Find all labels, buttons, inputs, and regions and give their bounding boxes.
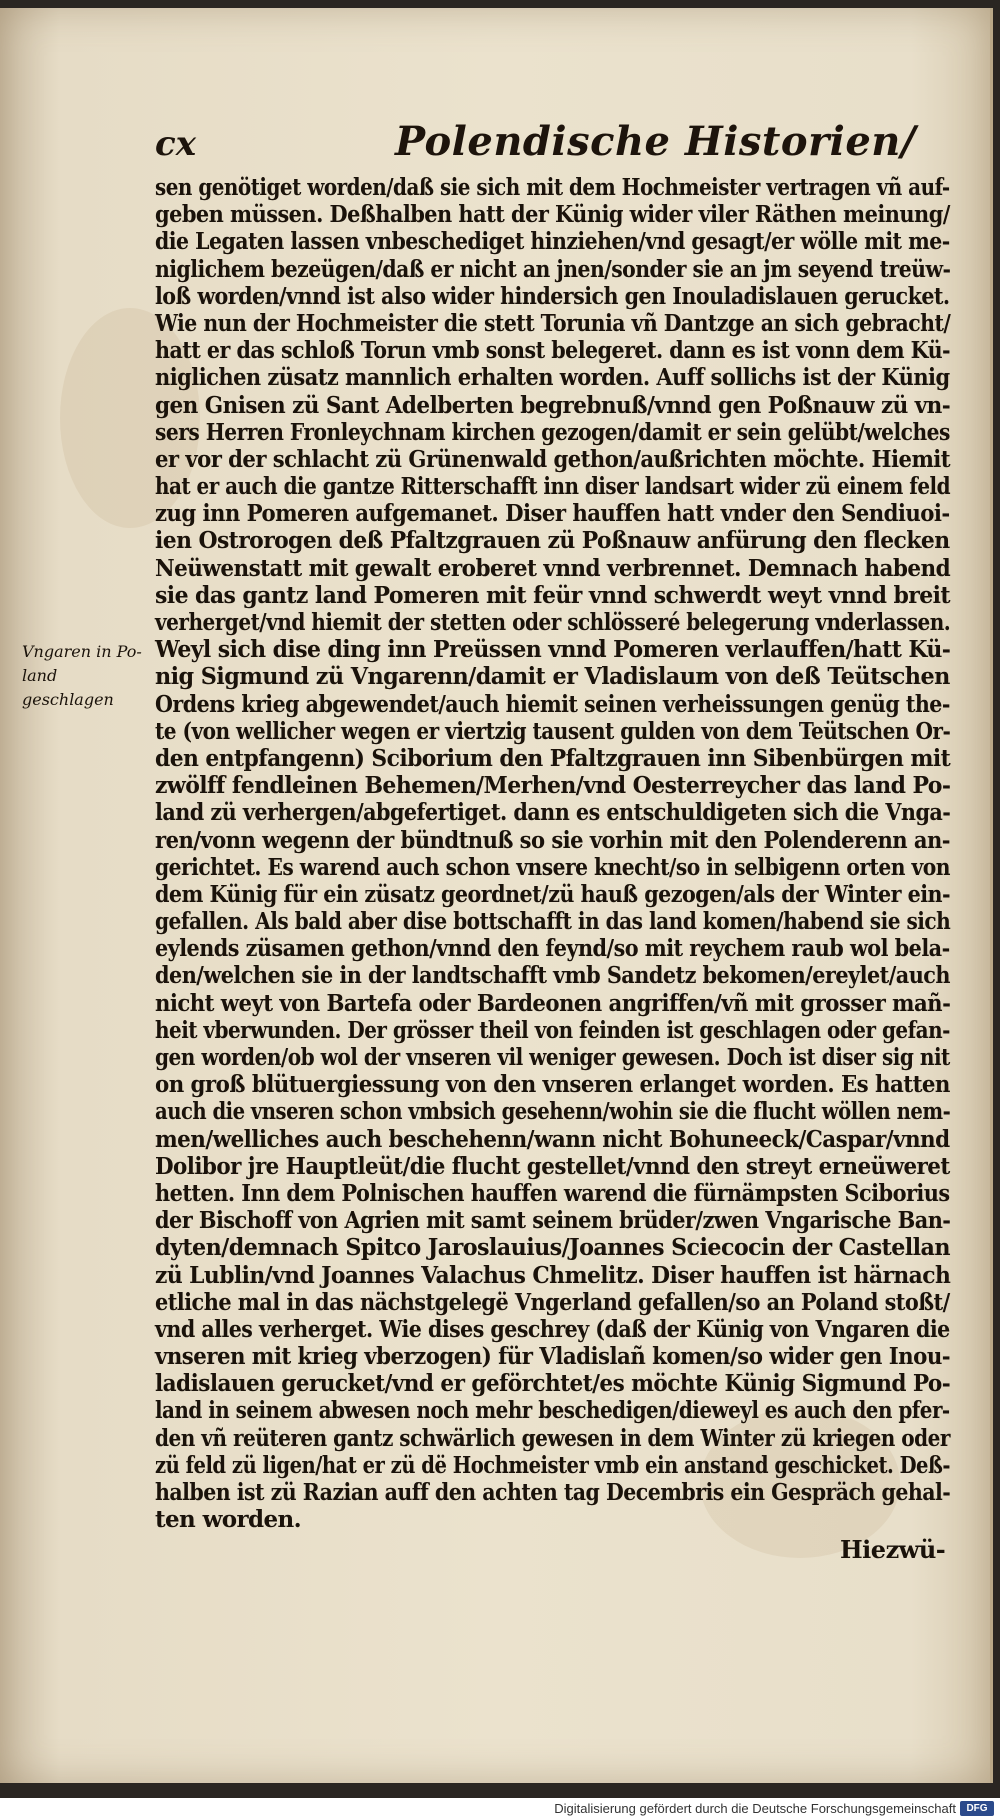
text-line: Ordens krieg abgewendet/auch hiemit seinen verheissungen genüg the- bbox=[155, 690, 950, 718]
text-line: sers Herren Fronleychnam kirchen gezogen/damit er sein gelübt/welches bbox=[155, 418, 950, 446]
text-line: gerichtet. Es warend auch schon vnsere knecht/so in selbigenn orten von bbox=[155, 853, 950, 881]
text-line: zü feld zü ligen/hat er zü dë Hochmeister vmb ein anstand geschicket. Deß- bbox=[155, 1451, 950, 1479]
margin-note-line: land geschlagen bbox=[22, 666, 114, 709]
text-line: den vñ reüteren gantz schwärlich gewesen in dem Winter zü kriegen oder bbox=[155, 1424, 950, 1452]
text-line: verherget/vnd hiemit der stetten oder schlösseré belegerung vnderlassen. bbox=[155, 609, 951, 636]
text-line: den entpfangenn) Sciborium den Pfaltzgrauen inn Sibenbürgen mit bbox=[155, 744, 951, 772]
text-line: on groß blütuergiessung von den vnseren erlanget worden. Es hatten bbox=[155, 1071, 950, 1099]
text-line: auch die vnseren schon vmbsich gesehenn/wohin sie die flucht wöllen nem- bbox=[155, 1098, 951, 1126]
text-line: hatt er das schloß Torun vmb sonst belegeret. dann es ist vonn dem Kü- bbox=[155, 337, 951, 365]
page-header bbox=[155, 118, 955, 178]
text-line: gen worden/ob wol der vnseren vil weniger gewesen. Doch ist diser sig nit bbox=[155, 1044, 950, 1071]
footer-credit: Digitalisierung gefördert durch die Deutsche Forschungsgemeinschaft bbox=[554, 1801, 956, 1816]
text-line: eylends züsamen gethon/vnnd den feynd/so mit reychem raub wol bela- bbox=[155, 935, 950, 963]
text-line: ren/vonn wegenn der bündtnuß so sie vorhin mit den Polenderenn an- bbox=[155, 826, 951, 854]
catchword: Hiezwü- bbox=[840, 1535, 946, 1564]
dfg-logo: DFG bbox=[960, 1801, 994, 1816]
text-line: ladislauen gerucket/vnd er geförchtet/es möchte Künig Sigmund Po- bbox=[155, 1370, 951, 1398]
text-line: gen Gnisen zü Sant Adelberten begrebnuß/vnnd gen Poßnauw zü vn- bbox=[155, 391, 951, 419]
text-line: hat er auch die gantze Ritterschafft inn diser landsart wider zü einem feld bbox=[155, 473, 951, 501]
text-line: sie das gantz land Pomeren mit feür vnnd schwerdt weyt vnnd breit bbox=[155, 581, 951, 609]
text-line: land in seinem abwesen noch mehr beschedigen/dieweyl es auch den pfer- bbox=[155, 1397, 950, 1425]
folio-number: cx bbox=[155, 124, 196, 164]
text-line: te (von wellicher wegen er viertzig tausent gulden von dem Teütschen Or- bbox=[155, 717, 951, 745]
text-line: hetten. Inn dem Polnischen hauffen warend die fürnämpsten Sciborius bbox=[155, 1179, 950, 1207]
text-line: dyten/demnach Spitco Jaroslauius/Joannes Sciecocin der Castellan bbox=[155, 1234, 950, 1262]
text-line: Weyl sich dise ding inn Preüssen vnnd Pomeren verlauffen/hatt Kü- bbox=[155, 636, 951, 664]
text-line: nig Sigmund zü Vngarenn/damit er Vladislaum von deß Teütschen bbox=[155, 663, 950, 691]
footer-bar bbox=[0, 1798, 1000, 1820]
text-line: den/welchen sie in der landtschafft vmb Sandetz bekomen/ereylet/auch bbox=[155, 962, 950, 990]
text-line: sen genötiget worden/daß sie sich mit dem Hochmeister vertragen vñ auf- bbox=[155, 174, 950, 201]
text-line: ien Ostrorogen deß Pfaltzgrauen zü Poßnauw anfürung den flecken bbox=[155, 527, 950, 555]
text-line: nicht weyt von Bartefa oder Bardeonen angriffen/vñ mit grosser mañ- bbox=[155, 989, 951, 1017]
text-line: geben müssen. Deßhalben hatt der Künig wider viler Räthen meinung/ bbox=[155, 201, 950, 229]
text-line: zug inn Pomeren aufgemanet. Diser hauffen hatt vnder den Sendiuoi- bbox=[155, 500, 950, 528]
text-line: er vor der schlacht zü Grünenwald gethon/außrichten möchte. Hiemit bbox=[155, 445, 951, 473]
running-head: Polendische Historien/ bbox=[395, 118, 916, 165]
text-line: ten worden. bbox=[155, 1506, 302, 1534]
text-line: dem Künig für ein züsatz geordnet/zü hauß gezogen/als der Winter ein- bbox=[155, 880, 951, 908]
margin-note-line: Vngaren in Po- bbox=[22, 642, 142, 661]
text-line: etliche mal in das nächstgelegë Vngerland gefallen/so an Poland stoßt/ bbox=[155, 1288, 950, 1316]
text-line: land zü verhergen/abgefertiget. dann es entschuldigeten sich die Vnga- bbox=[155, 799, 951, 827]
text-line: gefallen. Als bald aber dise bottschafft in das land komen/habend sie sich bbox=[155, 908, 951, 936]
text-line: loß worden/vnnd ist also wider hindersich gen Inouladislauen gerucket. bbox=[155, 282, 950, 310]
text-line: niglichen züsatz mannlich erhalten worden. Auff sollichs ist der Künig bbox=[155, 364, 950, 392]
text-line: der Bischoff von Agrien mit samt seinem brüder/zwen Vngarische Ban- bbox=[155, 1207, 951, 1235]
body-text bbox=[155, 174, 950, 1533]
text-line: halben ist zü Razian auff den achten tag Decembris ein Gespräch gehal- bbox=[155, 1479, 951, 1506]
text-line: vnseren mit krieg vberzogen) für Vladislañ komen/so wider gen Inou- bbox=[155, 1343, 951, 1371]
text-line: niglichem bezeügen/daß er nicht an jnen/sonder sie an jm seyend treüw- bbox=[155, 255, 951, 283]
text-line: vnd alles verherget. Wie dises geschrey (daß der Künig von Vngaren die bbox=[155, 1315, 950, 1343]
margin-note bbox=[22, 640, 152, 712]
text-line: Dolibor jre Hauptleüt/die flucht gestellet/vnnd den streyt erneüweret bbox=[155, 1152, 950, 1180]
text-line: zwölff fendleinen Behemen/Merhen/vnd Oesterreycher das land Po- bbox=[155, 772, 951, 800]
text-line: Wie nun der Hochmeister die stett Torunia vñ Dantzge an sich gebracht/ bbox=[155, 309, 951, 337]
text-line: Neüwenstatt mit gewalt eroberet vnnd verbrennet. Demnach habend bbox=[155, 554, 951, 582]
text-line: zü Lublin/vnd Joannes Valachus Chmelitz. Diser hauffen ist härnach bbox=[155, 1261, 951, 1289]
text-line: die Legaten lassen vnbeschediget hinziehen/vnd gesagt/er wölle mit me- bbox=[155, 228, 950, 256]
text-line: men/welliches auch beschehenn/wann nicht Bohuneeck/Caspar/vnnd bbox=[155, 1125, 950, 1153]
text-line: heit vberwunden. Der grösser theil von feinden ist geschlagen oder gefan- bbox=[155, 1016, 950, 1044]
